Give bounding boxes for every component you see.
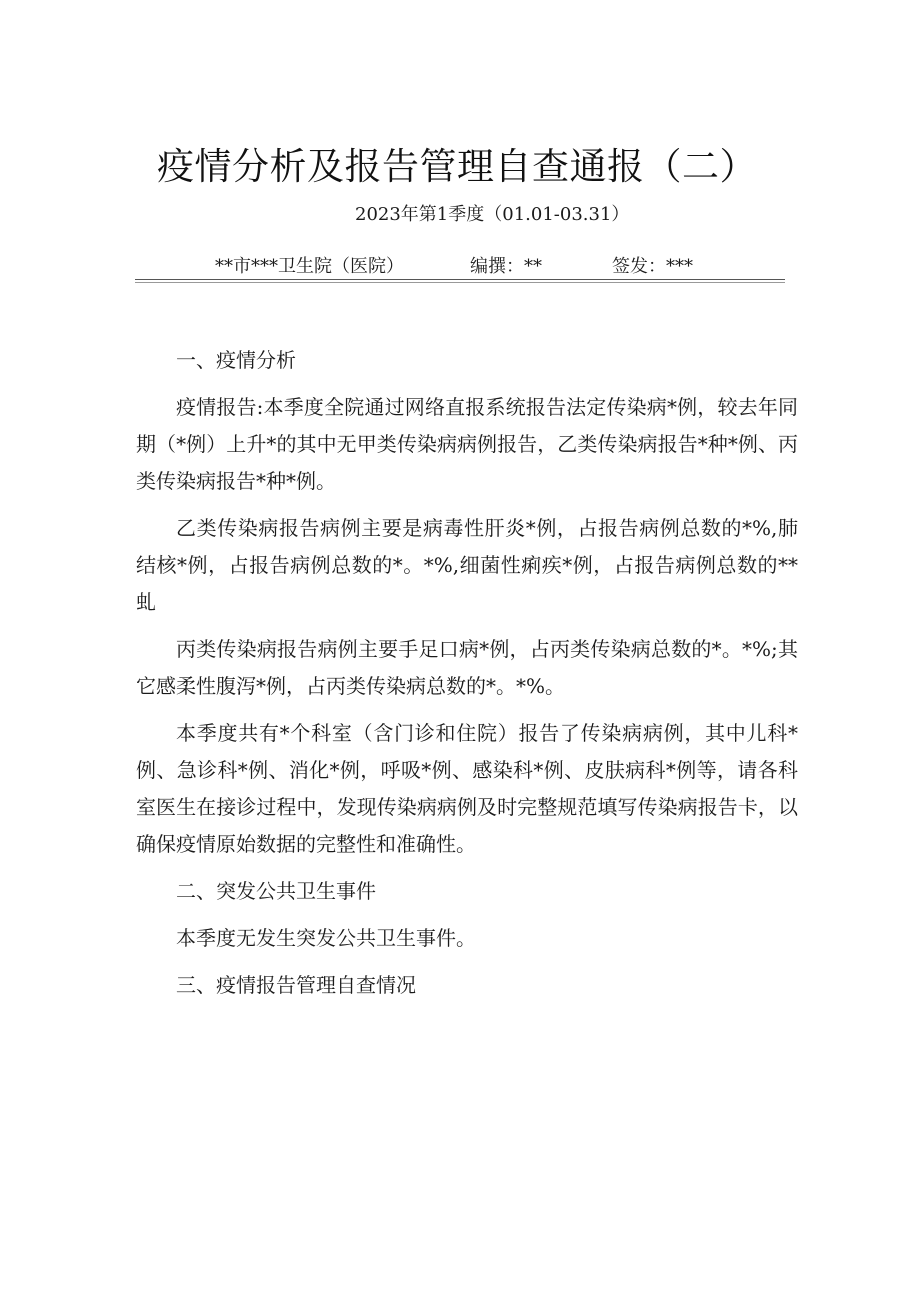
document-body [136, 342, 798, 1014]
meta-organization: **市***卫生院（医院） [215, 256, 404, 277]
paragraph-epidemic-report: 疫情报告:本季度全院通过网络直报系统报告法定传染病*例，较去年同期（*例）上升*的其中无甲类传染病病例报告，乙类传染病报告*种*例、丙类传染病报告*种*例。 [136, 395, 798, 493]
meta-issuer: 签发：*** [612, 256, 693, 277]
section-heading-self-inspection: 三、疫情报告管理自查情况 [176, 973, 416, 997]
paragraph-class-b: 乙类传染病报告病例主要是病毒性肝炎*例，占报告病例总数的*%,肺结核*例，占报告病例总数的*。*%,细菌性痢疾*例，占报告病例总数的**虬 [136, 516, 798, 614]
meta-editor: 编撰：** [470, 256, 542, 277]
paragraph-no-events: 本季度无发生突发公共卫生事件。 [176, 926, 476, 950]
header-divider-secondary [135, 282, 785, 283]
header-divider [135, 279, 785, 280]
paragraph-class-c: 丙类传染病报告病例主要手足口病*例，占丙类传染病总数的*。*%;其它感柔性腹泻*例，占丙类传染病总数的*。*%。 [136, 637, 798, 698]
paragraph-departments: 本季度共有*个科室（含门诊和住院）报告了传染病病例，其中儿科*例、急诊科*例、消化*例，呼吸*例、感染科*例、皮肤病科*例等，请各科室医生在接诊过程中，发现传染病病例及时完整规范填写传染病报告卡，以确保疫情原始数据的完整性和准确性。 [136, 721, 798, 856]
document-meta [135, 253, 785, 281]
document-title: 疫情分析及报告管理自查通报（二） [157, 145, 757, 188]
section-heading-epidemic-analysis: 一、疫情分析 [176, 348, 296, 372]
document-period: 2023年第1季度（01.01-03.31） [355, 204, 630, 225]
section-heading-public-health-events: 二、突发公共卫生事件 [176, 879, 376, 903]
